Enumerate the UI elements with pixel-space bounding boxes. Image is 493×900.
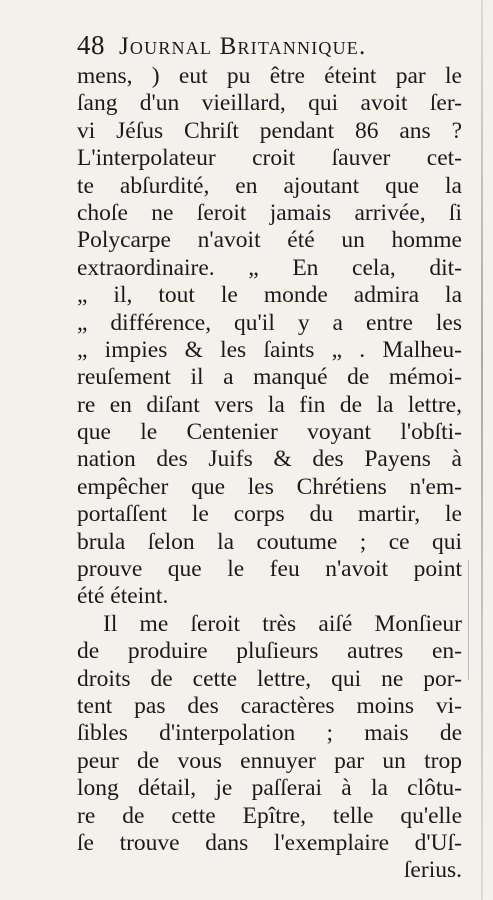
page-edge-mark [468, 560, 469, 680]
text-line: prouve que le feu n'avoit point [77, 556, 462, 583]
body-text [77, 63, 462, 885]
text-line: re en diſant vers la fin de la lettre, [77, 391, 462, 418]
text-line: „ il, tout le monde admira la [77, 282, 462, 309]
text-line: „ différence, qu'il y a entre les [77, 309, 462, 336]
page-number: 48 [77, 30, 105, 60]
text-line: long détail, je paſſerai à la clôtu- [77, 775, 462, 802]
page-gutter-shadow [481, 0, 483, 900]
text-line: que le Centenier voyant l'obſti- [77, 419, 462, 446]
text-line: tent pas des caractères moins vi- [77, 692, 462, 719]
text-line: ſibles d'interpolation ; mais de [77, 720, 462, 747]
text-line: mens, ) eut pu être éteint par le [77, 63, 462, 89]
running-title: Journal Britannique. [119, 33, 367, 60]
text-line: extraordinaire. „ En cela, dit- [77, 254, 462, 281]
text-line: Il me ſeroit très aiſé Monſieur [103, 610, 462, 637]
page-header [77, 30, 462, 66]
text-line: ſe trouve dans l'exemplaire d'Uſ- [77, 829, 462, 856]
text-line: nation des Juifs & des Payens à [77, 446, 462, 473]
text-line: „ impies & les ſaints „ . Malheu- [77, 336, 462, 363]
text-line: L'interpolateur croit ſauver cet- [77, 145, 462, 172]
text-line: empêcher que les Chrétiens n'em- [77, 473, 462, 500]
text-line: te abſurdité, en ajoutant que la [77, 172, 462, 199]
text-line: re de cette Epître, telle qu'elle [77, 802, 462, 829]
text-line: été éteint. [77, 583, 169, 610]
text-line: droits de cette lettre, qui ne por- [77, 665, 462, 692]
text-line: Polycarpe n'avoit été un homme [77, 227, 462, 254]
text-line: ſang d'un vieillard, qui avoit ſer- [77, 90, 462, 117]
text-line: peur de vous ennuyer par un trop [77, 747, 462, 774]
text-line: vi Jéſus Chriſt pendant 86 ans ? [77, 117, 462, 144]
text-line: ſerius. [403, 857, 462, 884]
text-line: de produire pluſieurs autres en- [77, 638, 462, 665]
text-line: reuſement il a manqué de mémoi- [77, 364, 462, 391]
text-line: portaſſent le corps du martir, le [77, 501, 462, 528]
text-line: brula ſelon la coutume ; ce qui [77, 528, 462, 555]
text-line: choſe ne ſeroit jamais arrivée, ſi [77, 199, 462, 226]
